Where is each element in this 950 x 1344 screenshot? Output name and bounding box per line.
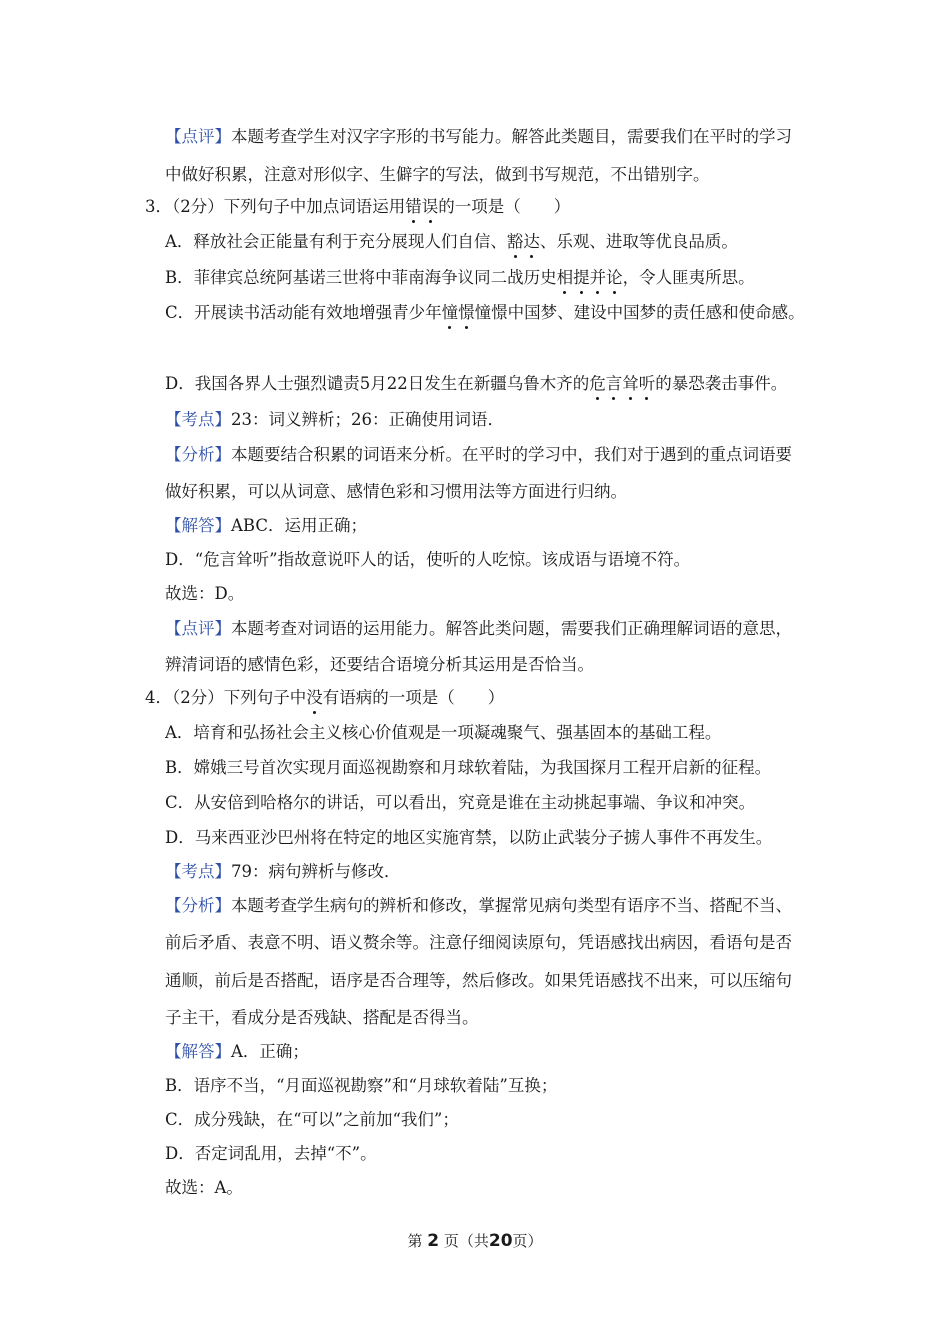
q3-option-c: C．开展读书活动能有效地增强青少年憧憬憧憬中国梦、建设中国梦的责任感和使命感。 (165, 303, 805, 322)
page-total: 20 (488, 1231, 513, 1251)
q3-jieda-line1: 【解答】ABC．运用正确； (165, 516, 367, 535)
q4-stem: 4．（2分）下列句子中没有语病的一项是（ ） (145, 688, 505, 707)
q4-jieda-line1: 【解答】A．正确； (165, 1042, 309, 1061)
q3-fenxi-line2: 做好积累，可以从词意、感情色彩和习惯用法等方面进行归纳。 (165, 482, 627, 501)
q4-fenxi-line4: 子主干，看成分是否残缺、搭配是否得当。 (165, 1008, 479, 1027)
q3-answer: 故选：D。 (165, 584, 245, 603)
q3-option-a: A．释放社会正能量有利于充分展现人们自信、豁达、乐观、进取等优良品质。 (165, 232, 738, 251)
q4-fenxi-line2: 前后矛盾、表意不明、语义赘余等。注意仔细阅读原句，凭语感找出病因，看语句是否 (165, 933, 792, 952)
q3-stem: 3．（2分）下列句子中加点词语运用错误的一项是（ ） (145, 197, 571, 216)
q4-kaodian: 【考点】79：病句辨析与修改． (165, 862, 401, 881)
page-footer: 第 2 页（共20页） (407, 1231, 543, 1251)
q3-fenxi-line1: 【分析】本题要结合积累的词语来分析。在平时的学习中，我们对于遇到的重点词语要 (165, 445, 792, 464)
q3-kaodian: 【考点】23：词义辨析；26：正确使用词语． (165, 410, 504, 429)
page-number: 2 (427, 1231, 440, 1251)
q3-dianping-line1: 【点评】本题考查对词语的运用能力。解答此类问题，需要我们正确理解词语的意思， (165, 619, 792, 638)
q2-comment-line1: 【点评】本题考查学生对汉字字形的书写能力。解答此类题目，需要我们在平时的学习 (165, 127, 792, 146)
q3-option-d: D．我国各界人士强烈谴责5月22日发生在新疆乌鲁木齐的危言耸听的暴恐袭击事件。 (165, 374, 788, 393)
q2-comment-line2: 中做好积累，注意对形似字、生僻字的写法，做到书写规范，不出错别字。 (165, 165, 710, 184)
q4-jieda-line3: C．成分残缺，在“可以”之前加“我们”； (165, 1110, 459, 1129)
q3-jieda-line2: D．“危言耸听”指故意说吓人的话，使听的人吃惊。该成语与语境不符。 (165, 550, 691, 569)
comment-tag: 【点评】 (165, 127, 231, 146)
q4-option-c: C．从安倍到哈格尔的讲话，可以看出，究竟是谁在主动挑起事端、争议和冲突。 (165, 793, 756, 812)
q4-jieda-line2: B．语序不当，“月面巡视勘察”和“月球软着陆”互换； (165, 1076, 558, 1095)
q4-fenxi-line1: 【分析】本题考查学生病句的辨析和修改，掌握常见病句类型有语序不当、搭配不当、 (165, 896, 792, 915)
q4-answer: 故选：A。 (165, 1178, 243, 1197)
q3-option-b: B．菲律宾总统阿基诺三世将中菲南海争议同二战历史相提并论，令人匪夷所思。 (165, 268, 755, 287)
q4-option-b: B．嫦娥三号首次实现月面巡视勘察和月球软着陆，为我国探月工程开启新的征程。 (165, 758, 772, 777)
q4-jieda-line4: D．否定词乱用，去掉“不”。 (165, 1144, 377, 1163)
q4-fenxi-line3: 通顺，前后是否搭配，语序是否合理等，然后修改。如果凭语感找不出来，可以压缩句 (165, 971, 792, 990)
q3-dianping-line2: 辨清词语的感情色彩，还要结合语境分析其运用是否恰当。 (165, 655, 594, 674)
q4-option-d: D．马来西亚沙巴州将在特定的地区实施宵禁，以防止武装分子掳人事件不再发生。 (165, 828, 773, 847)
q4-option-a: A．培育和弘扬社会主义核心价值观是一项凝魂聚气、强基固本的基础工程。 (165, 723, 722, 742)
